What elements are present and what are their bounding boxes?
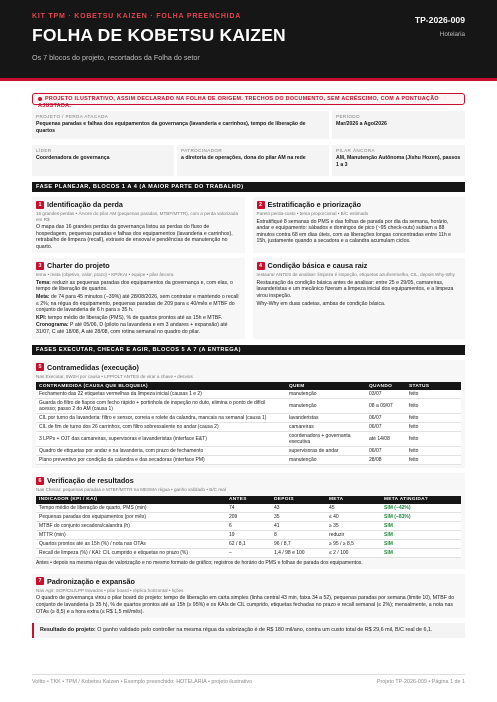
table-row	[36, 548, 461, 557]
table-cell: 1,4 / 98 e 100	[271, 548, 326, 557]
block-7-title: Padronização e expansão	[47, 576, 135, 586]
table-cell: Guarda do filtro de fiapos com fecho rápido + portinhola de inspeção no duto, elimina o ponto de difícil acesso; passo 2 do AM (causa 1)	[36, 399, 286, 414]
table-row	[36, 423, 461, 432]
table-cell: 96 / 8,7	[271, 539, 326, 548]
block-3-number: 3	[36, 262, 44, 270]
footer-left: Voltto • TKK • TPM / Kobetsu Kaizen • Exemplo preenchido: HOTELARIA • projeto ilustrativo	[32, 679, 253, 685]
table-cell: coordenadora + governanta executiva	[286, 432, 366, 447]
table-row	[36, 504, 461, 513]
meta-periodo	[332, 111, 465, 139]
table-cell: 06/07	[366, 447, 406, 456]
table-cell: manutenção	[286, 399, 366, 414]
result-label: Resultado do projeto:	[40, 627, 96, 634]
table-cell: ≤ 2 / 100	[326, 548, 381, 557]
block-2-tag: Pareto perda-custo • tema proporcional • B/C estimado	[256, 211, 369, 216]
table-cell: 62 / 8,1	[226, 539, 271, 548]
table-cell: supervisoras de andar	[286, 447, 366, 456]
table-cell: 209	[226, 512, 271, 521]
block-3-head	[36, 261, 241, 270]
table-cell: SIM (−42%)	[381, 504, 461, 513]
table-header-row	[36, 496, 461, 504]
block-5-tag: Nas Executar, 5W2H por causa • LPP/OLT ANTES de virar a chave • desvios	[36, 373, 193, 379]
project-result	[32, 623, 465, 638]
block-4-number: 4	[257, 262, 265, 270]
block-3-kpi-label: KPI:	[36, 314, 47, 321]
illustrative-alert	[32, 93, 465, 109]
document-location: Hotelaria	[439, 31, 465, 38]
table-row	[36, 521, 461, 530]
verificacao-table	[36, 496, 461, 558]
table-cell: 06/07	[366, 423, 406, 432]
col-header: STATUS	[406, 382, 461, 390]
table-cell: 35	[271, 512, 326, 521]
block-3-body	[36, 280, 241, 336]
table-cell: reduzir	[326, 530, 381, 539]
block-3-meta-label: Meta:	[36, 294, 50, 301]
meta-pilar-label: PILAR ÂNCORA	[336, 148, 376, 153]
table-cell: 3 LPPs + OJT das camareiras, supervisoras e lavanderistas (interface E&T)	[36, 432, 286, 447]
block-3-cronograma	[36, 322, 241, 335]
table-cell: SIM	[381, 521, 461, 530]
document-id: TP-2026-009	[414, 15, 465, 25]
block-1-tag: 16 grandes perdas • Árvore do pilar AM (pequenas paradas, MTBF/MTTR), com a perda valorizada em R$	[36, 211, 239, 222]
col-header: QUEM	[286, 382, 366, 390]
table-cell: manutenção	[286, 456, 366, 465]
meta-lider-value: Coordenadora de governança	[36, 155, 110, 161]
block-5	[32, 360, 465, 469]
table-row	[36, 399, 461, 414]
block-2-number: 2	[257, 201, 265, 209]
page-title: FOLHA DE KOBETSU KAIZEN	[32, 25, 286, 45]
block-7	[32, 574, 465, 618]
table-cell: 19	[226, 530, 271, 539]
block-3-meta	[36, 294, 241, 314]
table-cell: até 14/08	[366, 432, 406, 447]
table-row	[36, 390, 461, 399]
col-header: DEPOIS	[271, 496, 326, 504]
footer-right: Projeto TP-2026-009 • Página 1 de 1	[376, 679, 465, 685]
table-cell: CIL de fim de turno dos 26 carrinhos, com filtro sobressalente no andar (causa 2)	[36, 423, 286, 432]
result-text: O ganho validado pelo controller na mesma régua da valorização é de R$ 180 mil/ano, contra um custo total de R$ 29,6 mil, B/C real de 6,1.	[95, 627, 433, 634]
table-cell: feito	[406, 432, 461, 447]
table-cell: SIM	[381, 548, 461, 557]
block-4-tag: restaurar ANTES de analisar: limpeza é inspeção, etiquetas azul/vermelha, CIL, depois Why-Why	[256, 272, 455, 278]
table-cell: feito	[406, 423, 461, 432]
meta-patrocinador-label: PATROCINADOR	[181, 148, 223, 153]
table-row	[36, 456, 461, 465]
table-cell: lavanderistas	[286, 414, 366, 423]
table-cell: manutenção	[286, 390, 366, 399]
col-header: QUANDO	[366, 382, 406, 390]
table-row	[36, 530, 461, 539]
header-kicker: KIT TPM · KOBETSU KAIZEN · FOLHA PREENCHIDA	[32, 13, 242, 20]
meta-grid-row2	[32, 145, 465, 176]
table-cell: feito	[406, 390, 461, 399]
block-3-kpi-text: tempo médio de liberação (PMS), % de quartos prontos até as 15h e MTBF.	[46, 314, 223, 321]
meta-projeto	[32, 111, 329, 139]
table-header-row	[36, 382, 461, 390]
page-subtitle: Os 7 blocos do projeto, recortados da Folha do setor	[32, 53, 200, 62]
blocks-3-4	[32, 258, 465, 338]
block-3-tema	[36, 280, 241, 293]
col-header: META	[326, 496, 381, 504]
block-2-card	[253, 197, 466, 253]
table-cell: 45	[326, 504, 381, 513]
block-4-card	[253, 258, 466, 338]
block-3-tema-label: Tema:	[36, 279, 51, 286]
table-cell: MTBF do conjunto secadora/calandra (h)	[36, 521, 226, 530]
meta-periodo-label: PERÍODO	[336, 114, 360, 119]
table-cell: feito	[406, 399, 461, 414]
col-header: CONTRAMEDIDA (CAUSA QUE BLOQUEIA)	[36, 382, 286, 390]
block-3-kpi	[36, 315, 241, 322]
table-row	[36, 512, 461, 521]
contramedidas-table	[36, 382, 461, 465]
meta-lider-label: LÍDER	[36, 148, 52, 153]
table-cell: Plano preventivo por condição da calandra e das secadoras (interface PM)	[36, 456, 286, 465]
table-cell: MTTR (min)	[36, 530, 226, 539]
table-cell: Recall de limpeza (%) / KAI: CIL cumprido e etiquetas no prazo (%)	[36, 548, 226, 557]
block-5-head	[36, 363, 461, 372]
meta-pilar	[332, 145, 465, 176]
meta-patrocinador	[177, 145, 329, 176]
alert-text: PROJETO ILUSTRATIVO, ASSIM DECLARADO NA FOLHA DE ORIGEM. TRECHOS DO DOCUMENTO, SEM ACRÉSCIMO, COM A PONTUAÇÃO AJUSTADA.	[38, 96, 439, 109]
table-row	[36, 414, 461, 423]
block-4-title: Condição básica e causa raiz	[267, 261, 368, 271]
meta-pilar-value: AM, Manutenção Autônoma (Jishu Hozen), passos 1 a 3	[336, 155, 461, 168]
block-7-body: O quadro de governança virou o pilar board do projeto: tempo de liberação em carta simples (linha central 43 min, faixa 34 a 52), pequenas paradas por semana (limite 10), MTBF do conjunto de lavanderia (≥ 35 h), % de quartos prontos até as 15h (≥ 95%) e os KAIs de CIL cumprido, etiquetas fechadas no prazo e recall semanal (≤ 2%); mensalmente, a nota nas OTAs (≥ 8,5) e a hora extra (≤ R$ 1,5 mil/mês).	[36, 595, 455, 615]
table-cell: feito	[406, 414, 461, 423]
footer	[32, 674, 465, 685]
block-5-title: Contramedidas (execução)	[47, 362, 139, 372]
col-header: META ATINGIDA?	[381, 496, 461, 504]
block-7-number: 7	[36, 577, 44, 585]
block-1-title: Identificação da perda	[47, 200, 123, 209]
blocks-1-2	[32, 197, 465, 253]
table-cell: Quartos prontos até as 15h (%) / nota nas OTAs	[36, 539, 226, 548]
block-7-tag: Nas Agir: SOP/CIL/LPP travados • pilar board • réplica horizontal • lições	[36, 587, 184, 593]
table-cell: 08 a 09/07	[366, 399, 406, 414]
block-1-number: 1	[36, 201, 44, 209]
block-6	[32, 473, 465, 569]
block-1-card	[32, 197, 245, 253]
table-row	[36, 432, 461, 447]
table-cell: Fechamento das 22 etiquetas vermelhas da limpeza inicial (causas 1 e 2)	[36, 390, 286, 399]
meta-projeto-value: Pequenas paradas e falhas dos equipamentos da governança (lavanderia e carrinhos), tempo de liberação de quartos	[36, 121, 306, 134]
block-4-body-2: Why-Why em duas cadeias, ambas de condição básica.	[256, 300, 386, 307]
block-2-body: Estratifiqué 8 semanas do PMS e das folhas de parada por dia da semana, horário, andar e equipamento: sábados e domingos de pico (~95 check-outs) subiam a 88 minutos contra 68 em dias úteis, com as liberações longas concentradas entre 11h e 15h, justamente quando a secadora e a calandra acumulam ciclos.	[256, 218, 452, 245]
meta-patrocinador-value: a diretoria de operações, dona do pilar AM na rede	[181, 155, 306, 161]
block-3-meta-text: de 74 para 45 minutos (−39%) até 28/08/2026, sem contratar e mantendo o recall ≤ 2%; na régua do equipamento, pequenas paradas de 209 para ≤ 40/mês e MTBF do conjunto de lavanderia de 6 h para ≥ 35 h.	[36, 294, 239, 314]
block-6-tag: Nas Checar: pequenas paradas e MTBF/MTTR na MESMA régua • ganho validado • B/C real	[36, 487, 226, 493]
block-3-title: Charter do projeto	[47, 261, 110, 271]
col-header: INDICADOR (KPI / KAI)	[36, 496, 226, 504]
table-cell: SIM (−83%)	[381, 512, 461, 521]
table-cell: SIM	[381, 530, 461, 539]
table-cell: 06/07	[366, 414, 406, 423]
alert-dot-icon	[38, 97, 42, 101]
block-6-number: 6	[36, 477, 44, 485]
table-cell: 03/07	[366, 390, 406, 399]
block-4-body-1: Restauração da condição básica antes de analisar: entre 25 e 29/05, camareiras, lavanderistas e um mecânico fizeram a limpeza inicial dos equipamentos, e a limpeza virou inspeção.	[256, 279, 454, 300]
block-3-tema-text: reduzir as pequenas paradas dos equipamentos da governança e, com elas, o tempo de liberação de quartos.	[36, 279, 233, 293]
table-cell: ≥ 95 / ≥ 8,5	[326, 539, 381, 548]
header	[0, 0, 497, 81]
meta-periodo-value: Mar/2026 a Ago/2026	[336, 121, 387, 127]
meta-projeto-label: PROJETO / PERDA ATACADA	[36, 114, 109, 119]
block-1-body: O mapa das 16 grandes perdas da governança listou as perdas do fluxo de hospedagem, pequenas paradas e falhas dos equipamentos (lavanderia e carrinhos), retrabalho de limpeza (recall), extravio de enxoval e pendências de manutenção no quarto.	[36, 224, 233, 250]
phase-band-planejar: FASE PLANEJAR, BLOCOS 1 A 4 (A MAIOR PARTE DO TRABALHO)	[32, 182, 465, 192]
table-cell: SIM	[381, 539, 461, 548]
block-4-head	[257, 261, 462, 270]
table-cell: feito	[406, 447, 461, 456]
table-row	[36, 447, 461, 456]
block-6-head	[36, 476, 461, 485]
table-cell: 74	[226, 504, 271, 513]
table-cell: 8	[271, 530, 326, 539]
block-2-head	[257, 200, 462, 209]
block-7-head	[36, 577, 461, 586]
table-cell: feito	[406, 456, 461, 465]
table-cell: camareiras	[286, 423, 366, 432]
table-cell: Pequenas paradas dos equipamentos (por mês)	[36, 512, 226, 521]
block-6-title: Verificação de resultados	[47, 476, 134, 486]
table-cell: Tempo médio de liberação de quarto, PMS (min)	[36, 504, 226, 513]
block-3-cronograma-text: P até 05/06, D (piloto na lavanderia e em 3 andares + expansão) até 31/07, C até 18/08, A até 28/08, com rotina semanal no quadro do pilar.	[36, 322, 228, 336]
meta-grid	[32, 111, 465, 139]
block-3-cronograma-label: Cronograma:	[36, 322, 69, 329]
table-cell: ≤ 40	[326, 512, 381, 521]
table-row	[36, 539, 461, 548]
content	[0, 93, 497, 638]
table-cell: 41	[271, 521, 326, 530]
table-cell: ≥ 35	[326, 521, 381, 530]
block-3-tag: tema • meta (objetivo, valor, prazo) • KPI/KAI • equipe • pilar âncora	[36, 272, 174, 278]
table-cell: Quadro de etiquetas por andar e na lavanderia, com prazo de fechamento	[36, 447, 286, 456]
table-cell: 6	[226, 521, 271, 530]
block-3-card	[32, 258, 245, 338]
table-cell: –	[226, 548, 271, 557]
table-cell: 28/08	[366, 456, 406, 465]
meta-lider	[32, 145, 174, 176]
table-cell: CIL por turno da lavanderia: filtro e sensor, correia e rolete da calandra, mancais na semanal (causa 1)	[36, 414, 286, 423]
block-6-note: Antes • depois na mesma régua de valorização e no mesmo formato de gráfico; registros de horário do PMS e folhas de parada dos equipamentos.	[36, 559, 363, 566]
block-2-title: Estratificação e priorização	[267, 200, 361, 209]
block-4-body	[257, 280, 462, 307]
phase-band-executar: FASES EXECUTAR, CHECAR E AGIR, BLOCOS 5 A 7 (A ENTREGA)	[32, 345, 465, 355]
table-cell: 43	[271, 504, 326, 513]
block-5-number: 5	[36, 363, 44, 371]
block-1-head	[36, 200, 241, 209]
col-header: ANTES	[226, 496, 271, 504]
